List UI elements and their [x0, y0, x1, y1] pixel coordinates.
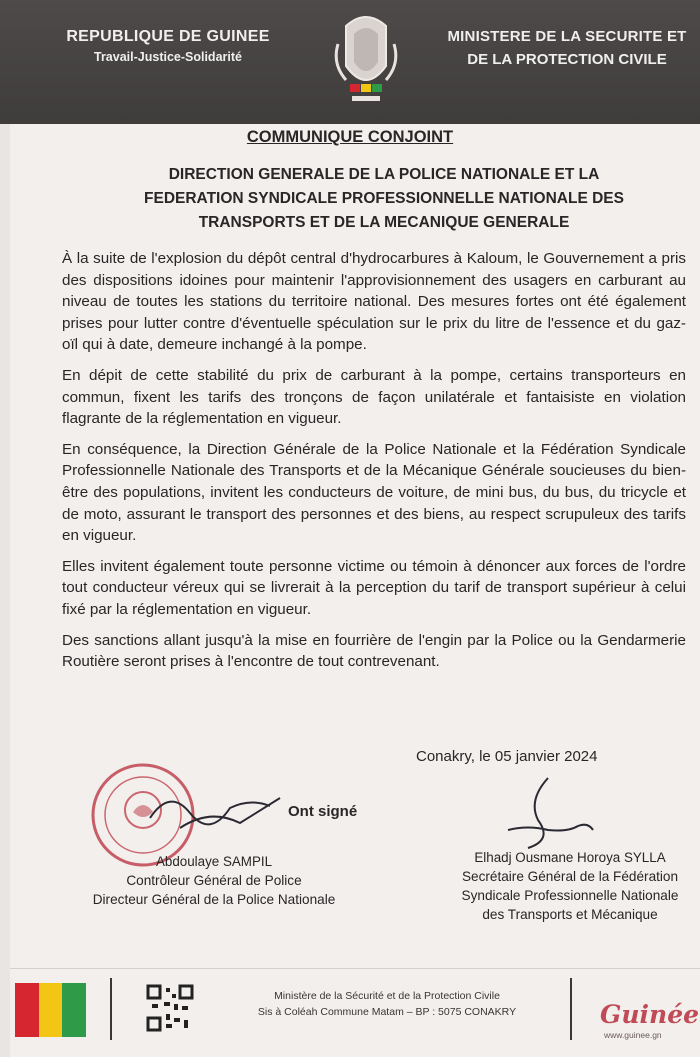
signatory-title: Secrétaire Général de la Fédération: [461, 869, 679, 884]
ministry-heading: [434, 28, 700, 68]
signatory-title: Contrôleur Général de Police: [126, 873, 302, 888]
ministry-name-line2: DE LA PROTECTION CIVILE: [467, 51, 667, 68]
letterhead: [0, 0, 700, 124]
signatory-name: Elhadj Ousmane Horoya SYLLA: [474, 850, 666, 865]
left-signatory: [64, 852, 364, 909]
signed-label: Ont signé: [288, 803, 358, 820]
footer-separator: [110, 978, 112, 1040]
website-url: www.guinee.gn: [604, 1030, 662, 1040]
paragraph: Elles invitent également toute personne victime ou témoin à dénoncer aux forces de l'ordre tout conducteur véreux qui se livrerait à la perception du tarif de transport supérieur à celui fixé par la réglementation en vigueur.: [62, 557, 686, 618]
document-subtitle: DIRECTION GENERALE DE LA POLICE NATIONALE ET LA FEDERATION SYNDICALE PROFESSIONNELLE NATIONALE DES TRANSPORTS ET DE LA MECANIQUE GENERALE: [144, 166, 624, 231]
country-motto: Travail-Justice-Solidarité: [94, 50, 242, 64]
signatory-title: Directeur Général de la Police Nationale: [92, 892, 336, 907]
country-name: REPUBLIQUE DE GUINEE: [66, 28, 270, 45]
qr-code-icon: [146, 984, 194, 1032]
right-signatory: [440, 848, 700, 924]
paragraph: À la suite de l'explosion du dépôt central d'hydrocarbures à Kaloum, le Gouvernement a pris des dispositions idoines pour maintenir l'approvisionnement des usagers en carburant au niveau de toutes les stations du territoire national. Des mesures fortes ont été également prises pour lutter contre d'éventuelle spéculation sur le prix du litre de l'essence et du gaz- oïl qui à date, demeure inchangé à la pompe.: [62, 250, 686, 354]
signatory-title: Syndicale Professionnelle Nationale: [461, 888, 679, 903]
footer-address: [232, 988, 542, 1020]
country-heading: [48, 28, 288, 64]
paragraph: En dépit de cette stabilité du prix de carburant à la pompe, certains transporteurs en commun, fixent les tarifs des tronçons de façon unilatérale et fantaisiste en violation flagrante de la réglementation en vigueur.: [62, 366, 686, 428]
signatory-name: Abdoulaye SAMPIL: [155, 854, 273, 869]
guinee-logo: Guinée: [600, 1000, 700, 1029]
paragraph: En conséquence, la Direction Générale de la Police Nationale et la Fédération Syndicale Professionnelle Nationale des Transports et de la Mécanique Générale soucieuses du bien-être des populations, invitent les conducteurs de voiture, de mini bus, du bus, du tricycle et de moto, assurant le transport des personnes et des biens, au respect scrupuleux des tarifs en vigueur.: [62, 440, 686, 545]
paragraph: Des sanctions allant jusqu'à la mise en fourrière de l'engin par la Police ou la Gendarmerie Routière seront prises à l'encontre de tout contrevenant.: [62, 631, 686, 671]
footer-separator: [570, 978, 572, 1040]
coat-of-arms-icon: [326, 4, 406, 108]
left-signature-icon: [140, 778, 290, 848]
place-and-date: Conakry, le 05 janvier 2024: [416, 748, 598, 765]
footer-location: Sis à Coléah Commune Matam – BP : 5075 CONAKRY: [257, 1006, 517, 1018]
signatory-title: des Transports et Mécanique: [482, 907, 658, 922]
footer-ministry: Ministère de la Sécurité et de la Protection Civile: [274, 990, 500, 1002]
ministry-name-line1: MINISTERE DE LA SECURITE ET: [447, 28, 687, 45]
right-signature-icon: [468, 770, 618, 860]
guinea-flag-icon: [15, 983, 86, 1037]
footer-divider: [10, 968, 700, 969]
document-body: [62, 248, 686, 682]
document-title: COMMUNIQUE CONJOINT: [246, 128, 454, 146]
